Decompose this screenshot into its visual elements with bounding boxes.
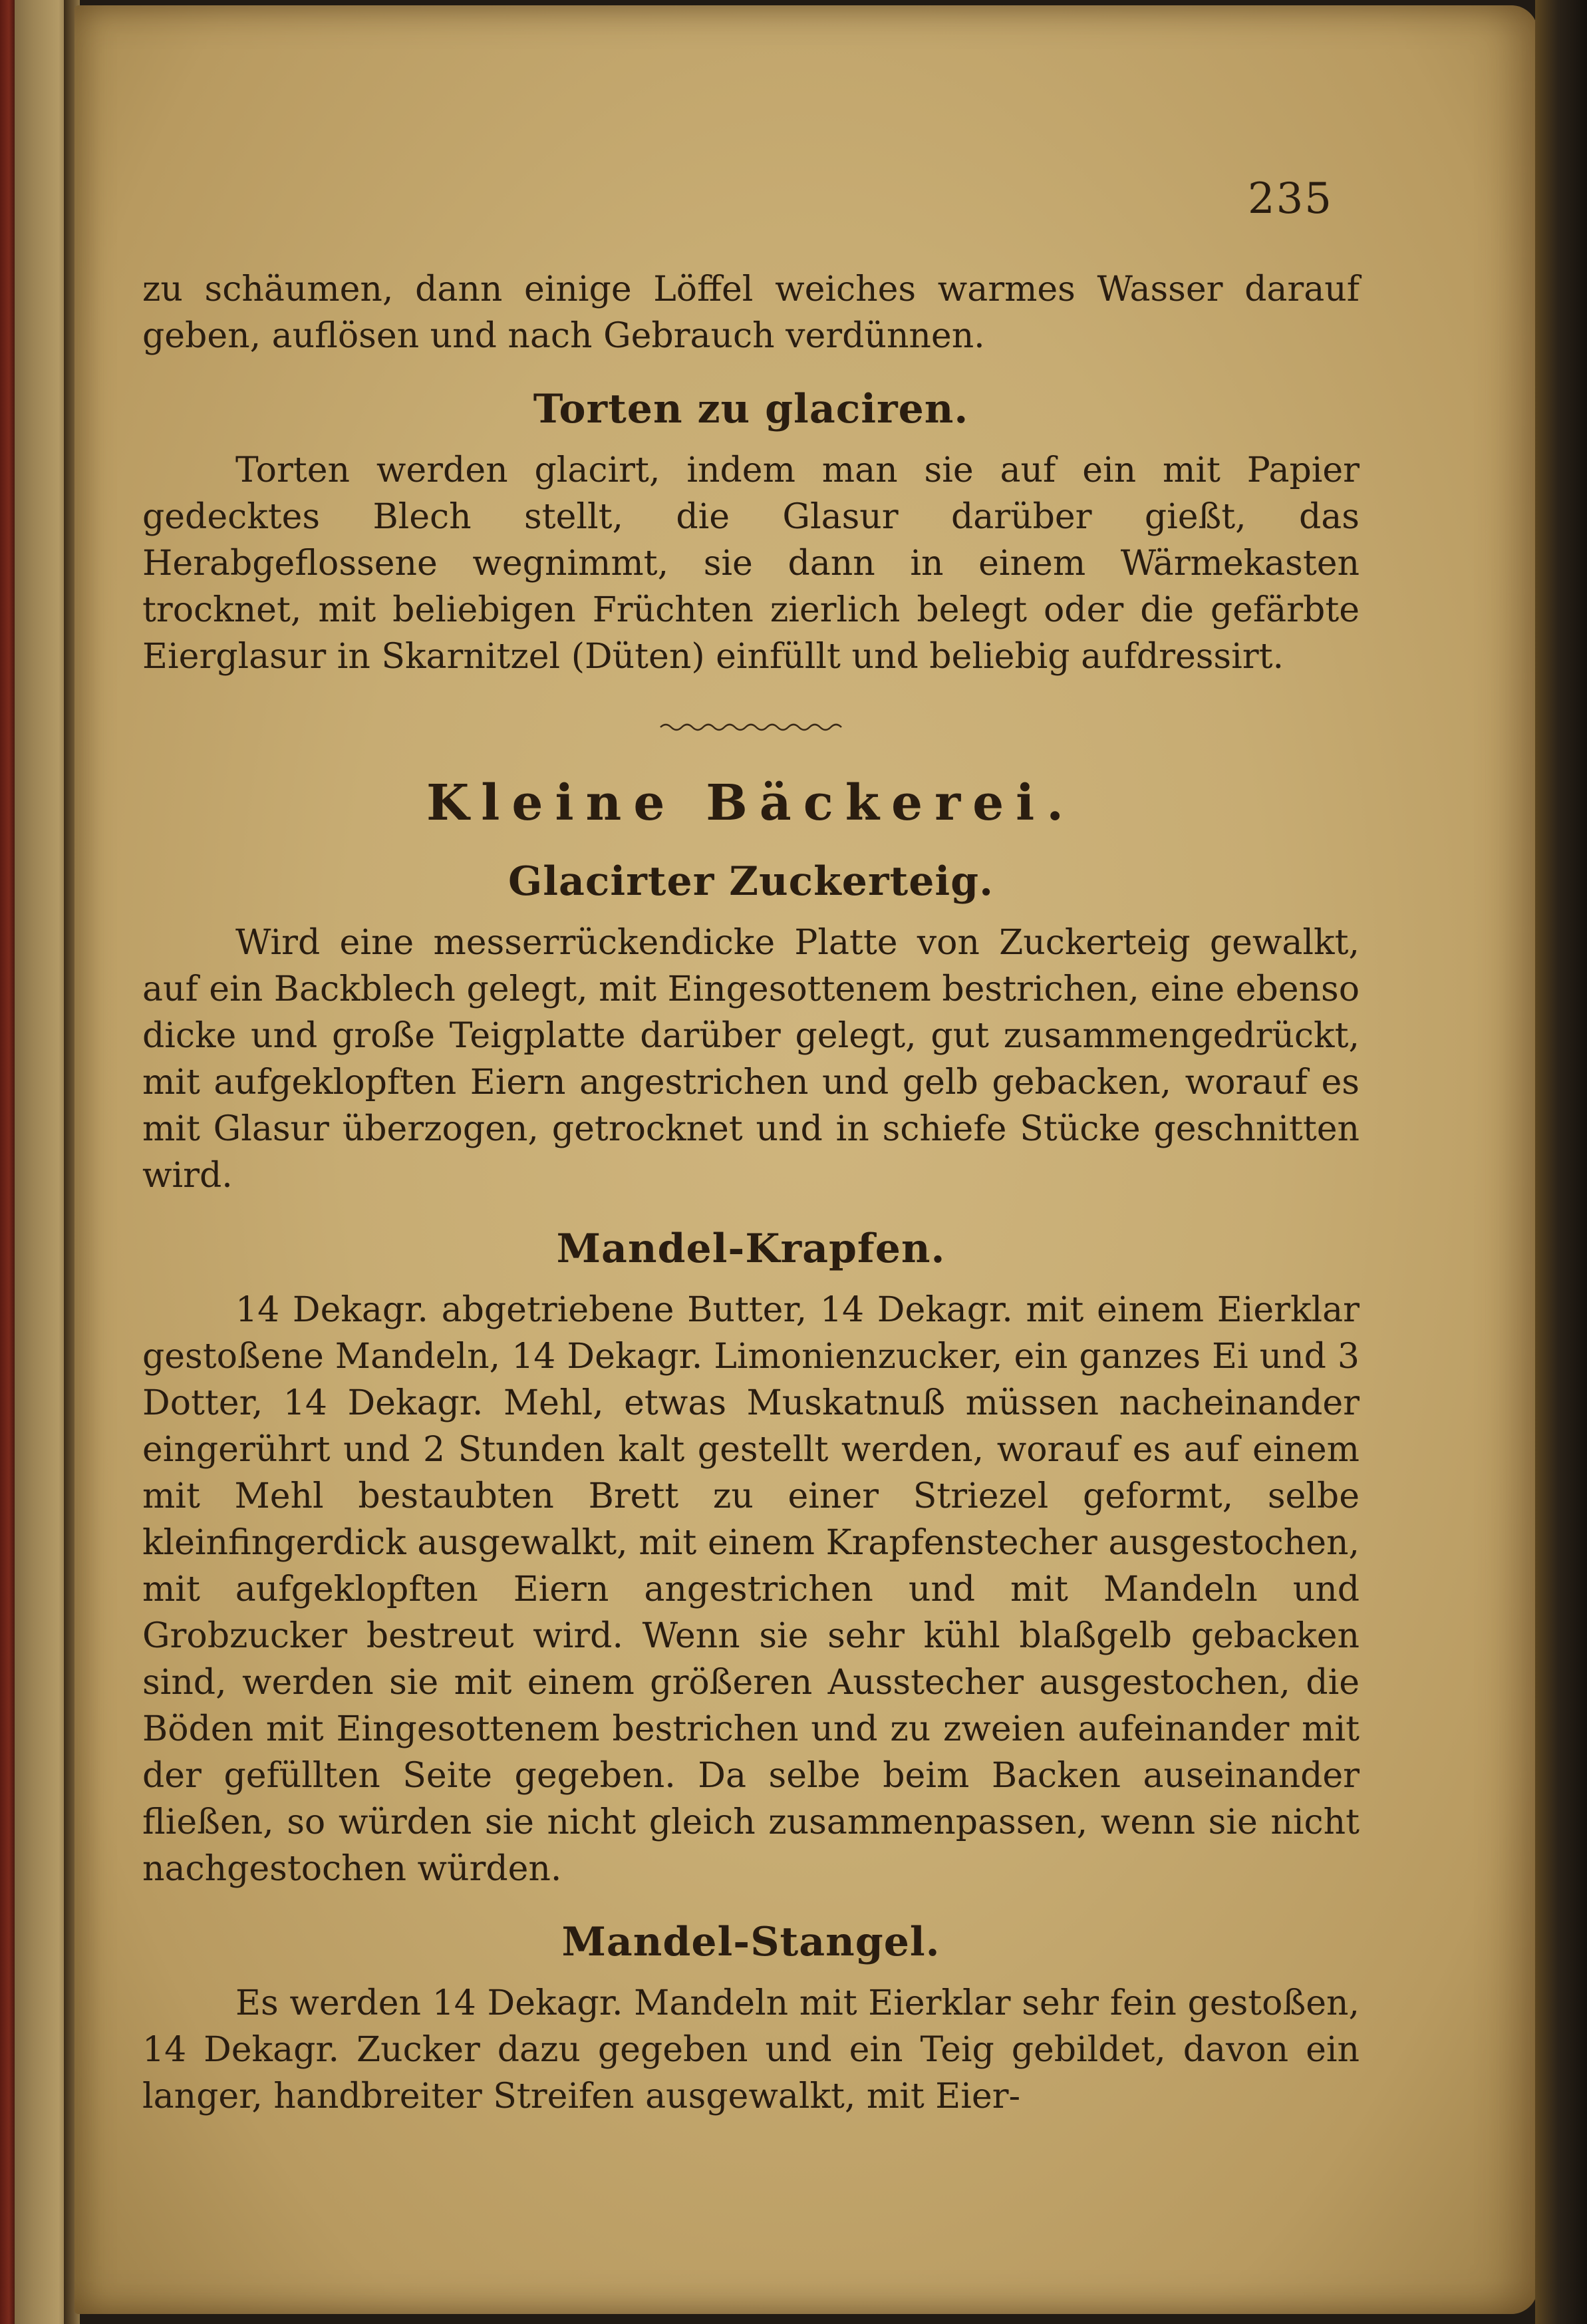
heading-mandel-krapfen: Mandel-Krapfen. bbox=[556, 1226, 946, 1272]
wavy-divider-ornament bbox=[658, 720, 844, 735]
page-text bbox=[142, 166, 1360, 2120]
red-book-spine bbox=[0, 0, 15, 2324]
heading-mandel-stangel: Mandel-Stangel. bbox=[561, 1919, 940, 1965]
heading-glacirter-zuckerteig: Glacirter Zuckerteig. bbox=[507, 858, 994, 905]
torten-paragraph: Torten werden glacirt, indem man sie auf ein mit Papier gedecktes Blech stellt, die Glasur darüber gießt, das Herabgeflossene wegnimmt, sie dann in einem Wärmekasten trocknet, mit beliebigen Früchten zierlich belegt oder die gefärbte Eierglasur in Skarnitzel (Düten) einfüllt und beliebig aufdressirt. bbox=[142, 450, 1360, 677]
zuckerteig-paragraph: Wird eine messerrückendicke Platte von Zuckerteig gewalkt, auf ein Backblech gelegt, mit Eingesottenem bestrichen, eine ebenso dicke und große Teigplatte darüber gelegt, gut zusammengedrückt, mit aufgeklopften Eiern angestrichen und gelb gebacken, worauf es mit Glasur überzogen, getrocknet und in schiefe Stücke geschnitten wird. bbox=[142, 923, 1360, 1196]
previous-page-edge bbox=[0, 0, 73, 2324]
section-title-kleine-baeckerei: Kleine Bäckerei. bbox=[426, 774, 1076, 832]
page-number: 235 bbox=[1247, 174, 1333, 224]
heading-torten-glaciren: Torten zu glaciren. bbox=[533, 386, 969, 432]
page-stack-edge bbox=[1535, 0, 1587, 2324]
krapfen-paragraph: 14 Dekagr. abgetriebene Butter, 14 Dekagr. mit einem Eierklar gestoßene Mandeln, 14 Dekagr. Limonienzucker, ein ganzes Ei und 3 Dotter, 14 Dekagr. Mehl, etwas Muskatnuß müssen nacheinander eingerührt und 2 Stunden kalt gestellt werden, worauf es auf einem mit Mehl bestaubten Brett zu einer Striezel geformt, selbe kleinfingerdick ausgewalkt, mit einem Krapfenstecher ausgestochen, mit aufgeklopften Eiern angestrichen und mit Mandeln und Grobzucker bestreut wird. Wenn sie sehr kühl blaßgelb gebacken sind, werden sie mit einem größeren Ausstecher ausgestochen, die Böden mit Eingesottenem bestrichen und zu zweien aufeinander mit der gefüllten Seite gegeben. Da selbe beim Backen auseinander fließen, so würden sie nicht gleich zusammenpassen, wenn sie nicht nachgestochen würden. bbox=[142, 1290, 1360, 1889]
stangel-paragraph: Es werden 14 Dekagr. Mandeln mit Eierklar sehr fein gestoßen, 14 Dekagr. Zucker dazu gegeben und ein Teig gebildet, davon ein langer, handbreiter Streifen ausgewalkt, mit Eier- bbox=[142, 1983, 1360, 2116]
continuation-paragraph: zu schäumen, dann einige Löffel weiches warmes Wasser darauf geben, auflösen und nach Gebrauch verdünnen. bbox=[142, 269, 1360, 356]
